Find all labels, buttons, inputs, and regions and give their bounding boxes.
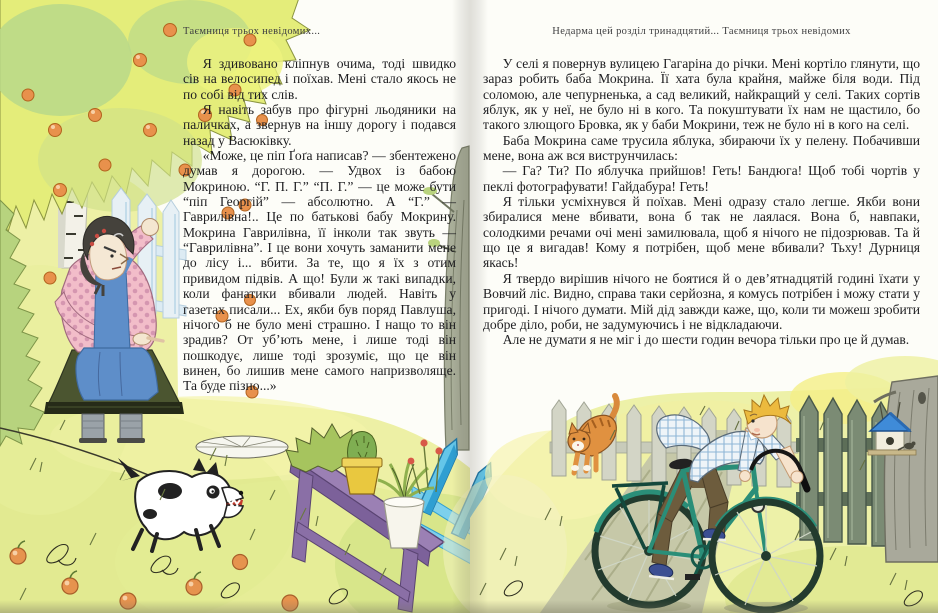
boy-near-hand xyxy=(791,471,803,483)
woman-skirt-hem xyxy=(44,402,184,414)
paragraph: «Може, це піп Ґоґа написав? — збентежено думав я дорогою. — Удвох із бабою Мокриною. “Г. П. Г.” “П. Г.” — це може бути “піп Георгій” — абсолютно. А “Г.” — Гаврилівна!.. Це по батькові бабу Мокрину. Мокрина Гаврилівна, її інколи так звуть — “Гаврилівна”. І це вони хочуть заманити мене до лісу і... вбити. За те, що я їх з отим привидом підвів. А що! Були ж такі випадки, коли фанатики вбивали людей. Навіть у газетах писали... Ех, якби був поряд Павлуша, нічого б не було мені страшно. І нащо то він зрадив? От уб’ють мене, і лише тоді він пошкодує, лише тоді зрозуміє, що це він винен, бо лишив мене самого напризволяще. Та буде пізно...» xyxy=(183,148,456,394)
right-text-column xyxy=(483,56,920,348)
round-table xyxy=(196,436,288,458)
paragraph: — Га? Ти? По яблучка прийшов! Геть! Бандюга! Щоб тобі чортів у пеклі фотографувати! Гайдабура! Геть! xyxy=(483,163,920,194)
paragraph: Я твердо вирішив нічого не боятися й о дев’ятнадцятій годині їхати у Вовчий ліс. Видно, справа таки серйозна, я комусь потрібен і можу стати у пригоді. І нічого думати. Мій дід завжди каже, що, коли ти можеш зробити добре діло, роби, не задумуючись і не відкладаючи. xyxy=(483,270,920,332)
boy-far-hand xyxy=(740,471,751,482)
left-text-column xyxy=(183,56,456,394)
woman-fist xyxy=(142,219,159,236)
paragraph: Я тільки усміхнувся й поїхав. Мені одразу стало легше. Якби вони збиралися мене вбивати, вона б так не лаялася. Вона б, навпаки, солодкими речами очі мені замилювала, щоб я нічого не підозрював. Та й що це я вигадав! Кому я потрібен, щоб мене вбивали? Тьху! Дурниця якась! xyxy=(483,194,920,271)
paragraph: Я навіть забув про фігурні льодяники на паличках, а звернув на іншу дорогу і подався назад у Васюківку. xyxy=(183,102,456,148)
paragraph: Але не думати я не міг і до шести годин вечора тільки про це й думав. xyxy=(502,332,910,348)
woman-apron-skirt xyxy=(76,348,158,400)
paragraph: У селі я повернув вулицею Гагаріна до річки. Мені кортіло глянути, що зараз робить баба Мокрина. Її хата була крайня, майже біля води. Під соломою, але чепурненька, а сад великий, найкращий у селі. Таких сортів яблук, як у неї, не було ні в кого. Та покуштувати їх нам не щастило, бо такого злющого Бровка, як у баби Мокрини, теж не було ні в кого на селі. xyxy=(483,56,920,133)
running-head-right: Недарма цей розділ тринадцятий... Таємниця трьох невідомих xyxy=(552,26,851,37)
pedal xyxy=(685,574,700,580)
page-bottom-shadow xyxy=(0,600,938,613)
right-page-illustration xyxy=(443,356,938,613)
running-head-left: Таємниця трьох невідомих... xyxy=(183,26,321,37)
paragraph: Я здивовано кліпнув очима, тоді швидко сів на велосипед і поїхав. Мені стало якось не по собі від тих слів. xyxy=(183,56,456,102)
paragraph: Баба Мокрина саме трусила яблука, збираючи їх у пелену. Побачивши мене, вона аж вся виструнчилась: xyxy=(483,132,920,164)
